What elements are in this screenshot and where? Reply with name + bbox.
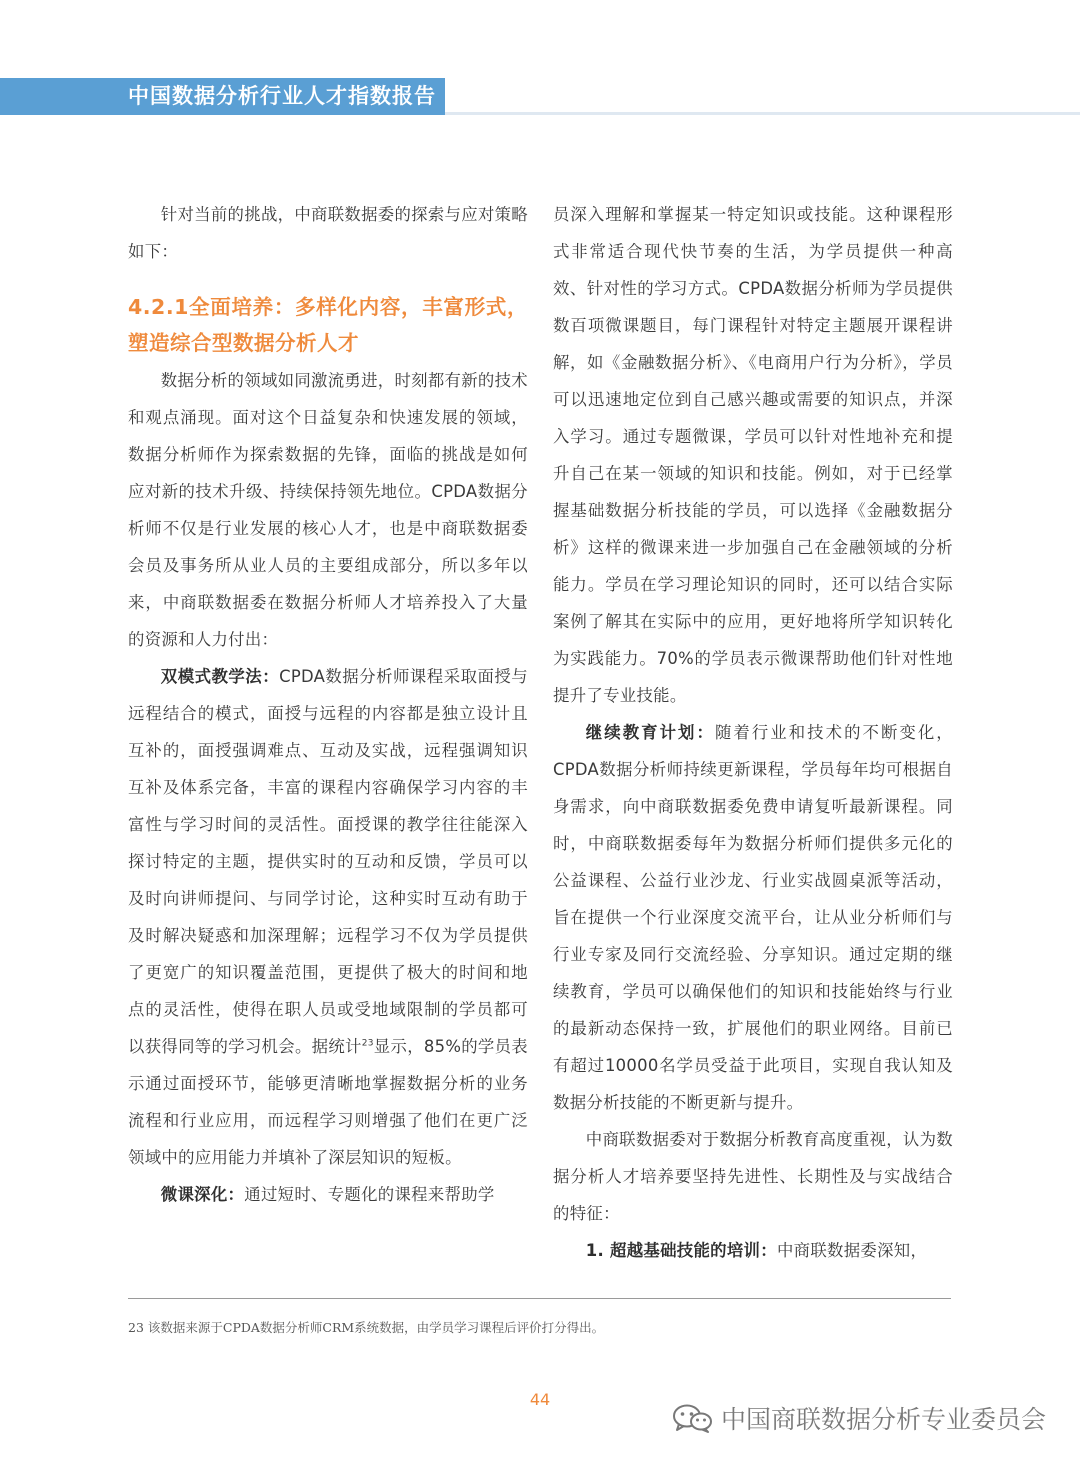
section-heading: 4.2.1全面培养：多样化内容，丰富形式，塑造综合型数据分析人才: [128, 295, 528, 355]
body-paragraph: 员深入理解和掌握某一特定知识或技能。这种课程形式非常适合现代快节奏的生活，为学员提供一种高效、针对性的学习方式。CPDA数据分析师为学员提供数百项微课题目，每门课程针对特定主题展开课程讲解，如《金融数据分析》、《电商用户行为分析》，学员可以迅速地定位到自己感兴趣或需要的知识点，并深入学习。通过专题微课，学员可以针对性地补充和提升自己在某一领域的知识和技能。例如，对于已经掌握基础数据分析技能的学员，可以选择《金融数据分析》这样的微课来进一步加强自己在金融领域的分析能力。学员在学习理论知识的同时，还可以结合实际案例了解其在实际中的应用，更好地将所学知识转化为实践能力。70%的学员表示微课帮助他们针对性地提升了专业技能。: [553, 205, 953, 705]
term-label: 继续教育计划：: [585, 723, 715, 742]
right-column: [553, 196, 953, 1269]
body-paragraph: [128, 1176, 528, 1213]
body-paragraph: 数据分析的领域如同激流勇进，时刻都有新的技术和观点涌现。面对这个日益复杂和快速发展的领域，数据分析师作为探索数据的先锋，面临的挑战是如何应对新的技术升级、持续保持领先地位。CPDA数据分析师不仅是行业发展的核心人才，也是中商联数据委会员及事务所从业人员的主要组成部分，所以多年以来，中商联数据委在数据分析师人才培养投入了大量的资源和人力付出：: [128, 371, 528, 649]
body-paragraph: [553, 714, 953, 1121]
paragraph-text: 随着行业和技术的不断变化，CPDA数据分析师持续更新课程，学员每年均可根据自身需求，向中商联数据委免费申请复听最新课程。同时，中商联数据委每年为数据分析师们提供多元化的公益课程、公益行业沙龙、行业实战圆桌派等活动，旨在提供一个行业深度交流平台，让从业分析师们与行业专家及同行交流经验、分享知识。通过定期的继续教育，学员可以确保他们的知识和技能始终与行业的最新动态保持一致，扩展他们的职业网络。目前已有超过10000名学员受益于此项目，实现自我认知及数据分析技能的不断更新与提升。: [553, 723, 953, 1112]
watermark-text: 中国商联数据分析专业委员会: [720, 1405, 1046, 1434]
body-paragraph: [553, 1232, 953, 1269]
footnote-reference: 23: [361, 1038, 374, 1049]
body-paragraph: 中商联数据委对于数据分析教育高度重视，认为数据分析人才培养要坚持先进性、长期性及与实战结合的特征：: [553, 1130, 953, 1223]
paragraph-text: 中商联数据委深知，: [776, 1241, 928, 1260]
page-number: 44: [529, 1390, 551, 1409]
term-label: 微课深化：: [160, 1185, 245, 1204]
wechat-icon: [671, 1403, 713, 1433]
header-band: [0, 78, 445, 115]
report-title: 中国数据分析行业人才指数报告: [128, 84, 436, 108]
footnote: 23 该数据来源于CPDA数据分析师CRM系统数据，由学员学习课程后评价打分得出。: [128, 1320, 605, 1335]
intro-paragraph: 针对当前的挑战，中商联数据委的探索与应对策略如下：: [128, 205, 528, 261]
paragraph-text: 通过短时、专题化的课程来帮助学: [244, 1185, 495, 1204]
term-label: 双模式教学法：: [160, 667, 280, 686]
paragraph-text: CPDA数据分析师课程采取面授与远程结合的模式，面授与远程的内容都是独立设计且互补的，面授强调难点、互动及实战，远程强调知识互补及体系完备，丰富的课程内容确保学习内容的丰富性与学习时间的灵活性。面授课的教学往往能深入探讨特定的主题，提供实时的互动和反馈，学员可以及时向讲师提问、与同学讨论，这种实时互动有助于及时解决疑惑和加深理解；远程学习不仅为学员提供了更宽广的知识覆盖范围，更提供了极大的时间和地点的灵活性，使得在职人员或受地域限制的学员都可以获得同等的学习机会。据统计: [128, 667, 528, 1056]
term-label: 1. 超越基础技能的培训：: [585, 1241, 777, 1260]
watermark: [671, 1400, 1046, 1436]
left-column: [128, 196, 528, 1213]
body-paragraph: [128, 658, 528, 1176]
footnote-divider: [128, 1298, 951, 1299]
paragraph-text: 显示，85%的学员表示通过面授环节，能够更清晰地掌握数据分析的业务流程和行业应用，而远程学习则增强了他们在更广泛领域中的应用能力并填补了深层知识的短板。: [128, 1037, 528, 1167]
